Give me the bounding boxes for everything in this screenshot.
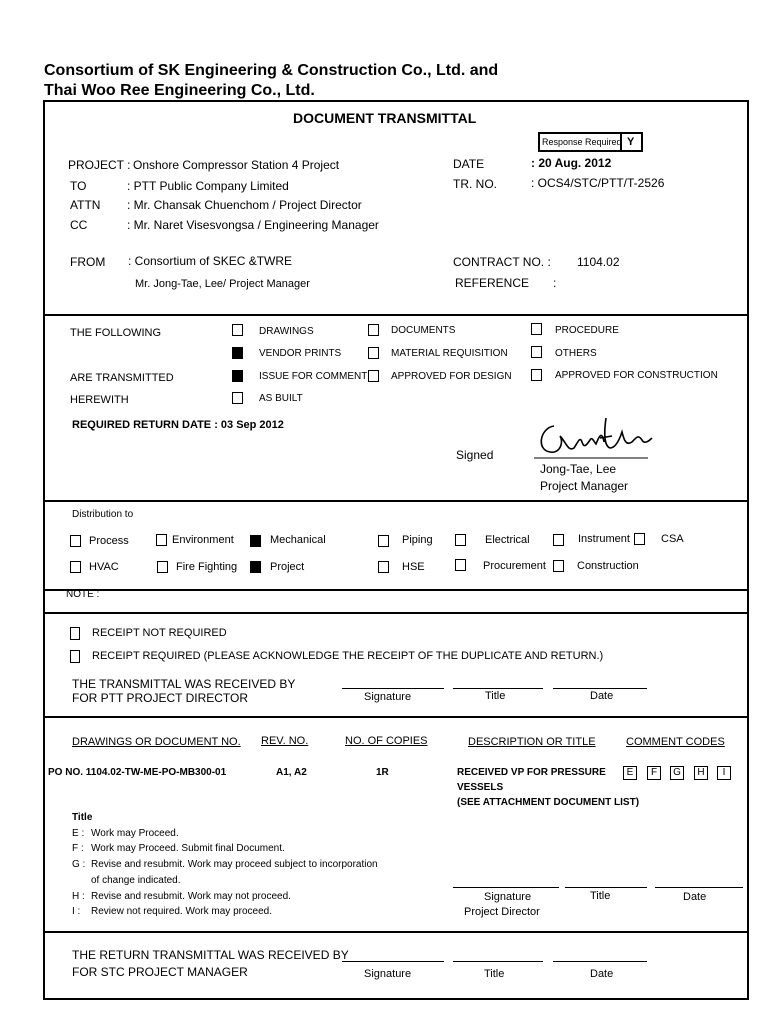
header-comment-codes: COMMENT CODES [626,736,725,748]
definition-text: Revise and resubmit. Work may proceed subject to incorporation [91,859,378,870]
divider-1 [43,314,749,316]
receipt-required-checkbox[interactable] [70,650,80,663]
procurement-label: Procurement [483,560,546,572]
return-line-1: THE RETURN TRANSMITTAL WAS RECEIVED BY [72,948,349,962]
csa-checkbox[interactable] [634,533,645,545]
hse-checkbox[interactable] [378,561,389,573]
vendor-prints-checkbox[interactable] [232,347,243,359]
piping-label: Piping [402,534,433,546]
fire-fighting-checkbox[interactable] [157,561,168,573]
receipt-title-label: Title [485,690,506,702]
signer-name: Jong-Tae, Lee [540,462,617,476]
vendor-prints-label: VENDOR PRINTS [259,348,342,359]
divider-5 [43,716,749,718]
approval-project-director: Project Director [464,906,540,918]
approval-title-line [565,887,647,888]
definition-text: Work may Proceed. [91,828,179,839]
contract-label: CONTRACT NO. : [453,255,551,269]
return-signature-label: Signature [364,968,412,980]
document-title: DOCUMENT TRANSMITTAL [293,110,477,126]
electrical-label: Electrical [485,534,530,546]
issue-for-comment-label: ISSUE FOR COMMENT [259,371,368,382]
procedure-label: PROCEDURE [555,325,619,336]
csa-label: CSA [661,533,684,545]
comment-code-h[interactable]: H [694,766,708,780]
row-desc-line-3: (SEE ATTACHMENT DOCUMENT LIST) [457,797,640,808]
row-desc-line-2: VESSELS [457,782,504,793]
receipt-signature-label: Signature [364,691,412,703]
cc-value: : Mr. Naret Visesvongsa / Engineering Manager [127,218,379,232]
definitions-title: Title [72,812,93,823]
approval-date-line [655,887,743,888]
to-label: TO [70,179,87,193]
receipt-title-line [453,688,543,689]
from-value: : Consortium of SKEC &TWRE [128,254,293,268]
reference-label: REFERENCE [455,276,530,290]
definition-code: I : [72,906,81,917]
material-requisition-checkbox[interactable] [368,347,379,359]
documents-checkbox[interactable] [368,324,379,336]
definition-code: H : [72,891,85,902]
company-line-1: Consortium of SK Engineering & Construction Co., Ltd. and [44,62,499,79]
definition-text: Revise and resubmit. Work may not proceed. [91,891,291,902]
the-following-label: THE FOLLOWING [70,327,162,339]
approval-title-label: Title [590,890,611,902]
construction-checkbox[interactable] [553,560,564,572]
construction-label: Construction [577,560,639,572]
received-by-line-1: THE TRANSMITTAL WAS RECEIVED BY [72,677,296,691]
row-desc-line-1: RECEIVED VP FOR PRESSURE [457,767,606,778]
date-label: DATE [453,157,485,171]
receipt-signature-line [342,688,444,689]
mechanical-checkbox[interactable] [250,535,261,547]
material-requisition-label: MATERIAL REQUISITION [391,348,508,359]
hse-label: HSE [402,561,425,573]
comment-code-g[interactable]: G [670,766,684,780]
cc-label: CC [70,218,88,232]
comment-code-f[interactable]: F [647,766,661,780]
signer-title: Project Manager [540,479,629,493]
definition-code: E : [72,828,85,839]
electrical-checkbox[interactable] [455,534,466,546]
comment-code-i[interactable]: I [717,766,731,780]
as-built-label: AS BUILT [259,393,303,404]
return-title-line [453,961,543,962]
receipt-not-required-checkbox[interactable] [70,627,80,640]
header-description: DESCRIPTION OR TITLE [468,736,596,748]
approval-signature-line [453,887,559,888]
others-checkbox[interactable] [531,346,542,358]
drawings-checkbox[interactable] [232,324,243,336]
approved-for-construction-label: APPROVED FOR CONSTRUCTION [555,370,718,381]
return-line-2: FOR STC PROJECT MANAGER [72,965,248,979]
attn-value: : Mr. Chansak Chuenchom / Project Director [127,198,362,212]
comment-code-e[interactable]: E [623,766,637,780]
are-transmitted-label: ARE TRANSMITTED [70,372,174,384]
divider-4 [43,612,749,614]
trno-label: TR. NO. [453,177,497,191]
response-required-value: Y [627,136,635,148]
handwritten-signature [530,412,660,462]
procedure-checkbox[interactable] [531,323,542,335]
project-label: PROJECT : [68,158,131,172]
from-label: FROM [70,255,106,269]
header-rev-no: REV. NO. [261,735,309,747]
received-by-line-2: FOR PTT PROJECT DIRECTOR [72,691,249,705]
reference-value: : [553,276,557,290]
definition-text: of change indicated. [91,875,181,886]
trno-value: : OCS4/STC/PTT/T-2526 [531,176,665,190]
response-divider [620,133,622,151]
procurement-checkbox[interactable] [455,559,466,571]
header-doc-no: DRAWINGS OR DOCUMENT NO. [72,736,241,748]
project-label: Project [270,561,305,573]
definition-code: F : [72,843,84,854]
drawings-label: DRAWINGS [259,326,314,337]
return-date-label: Date [590,968,614,980]
company-line-2: Thai Woo Ree Engineering Co., Ltd. [44,82,315,99]
receipt-date-label: Date [590,690,614,702]
definition-code: G : [72,859,86,870]
process-label: Process [89,535,129,547]
signed-label: Signed [456,448,494,462]
as-built-checkbox[interactable] [232,392,243,404]
divider-6 [43,931,749,933]
herewith-label: HEREWITH [70,394,129,406]
approved-for-construction-checkbox[interactable] [531,369,542,381]
return-title-label: Title [484,968,505,980]
issue-for-comment-checkbox[interactable] [232,370,243,382]
from-person: Mr. Jong-Tae, Lee/ Project Manager [135,278,310,290]
piping-checkbox[interactable] [378,535,389,547]
row-rev-no: A1, A2 [276,767,307,778]
return-date-line [553,961,647,962]
definition-text: Work may Proceed. Submit final Document. [91,843,285,854]
divider-3 [43,589,749,591]
date-value: : 20 Aug. 2012 [531,156,612,170]
to-value: : PTT Public Company Limited [127,179,289,193]
required-return-date: REQUIRED RETURN DATE : 03 Sep 2012 [72,419,284,431]
documents-label: DOCUMENTS [391,325,456,336]
contract-value: 1104.02 [577,255,620,269]
process-checkbox[interactable] [70,535,81,547]
attn-label: ATTN [70,198,101,212]
distribution-label: Distribution to [72,509,134,520]
project-value: Onshore Compressor Station 4 Project [133,158,340,172]
receipt-required-label: RECEIPT REQUIRED (PLEASE ACKNOWLEDGE THE RECEIPT OF THE DUPLICATE AND RETURN.) [92,650,604,662]
hvac-label: HVAC [89,561,119,573]
note-label: NOTE : [66,589,100,600]
environment-label: Environment [172,534,234,546]
row-copies: 1R [376,767,389,778]
hvac-checkbox[interactable] [70,561,81,573]
divider-2 [43,500,749,502]
others-label: OTHERS [555,348,597,359]
mechanical-label: Mechanical [270,534,326,546]
response-required-label: Response Required [542,137,622,147]
row-doc-no: PO NO. 1104.02-TW-ME-PO-MB300-01 [48,767,227,778]
definition-text: Review not required. Work may proceed. [91,906,273,917]
fire-fighting-label: Fire Fighting [176,561,238,573]
approved-for-design-label: APPROVED FOR DESIGN [391,371,512,382]
receipt-date-line [553,688,647,689]
approval-signature-label: Signature [484,891,532,903]
instrument-checkbox[interactable] [553,534,564,546]
header-copies: NO. OF COPIES [345,735,428,747]
receipt-not-required-label: RECEIPT NOT REQUIRED [92,627,227,639]
approved-for-design-checkbox[interactable] [368,370,379,382]
approval-date-label: Date [683,891,707,903]
instrument-label: Instrument [578,533,630,545]
project-checkbox[interactable] [250,561,261,573]
return-signature-line [342,961,444,962]
environment-checkbox[interactable] [156,534,167,546]
